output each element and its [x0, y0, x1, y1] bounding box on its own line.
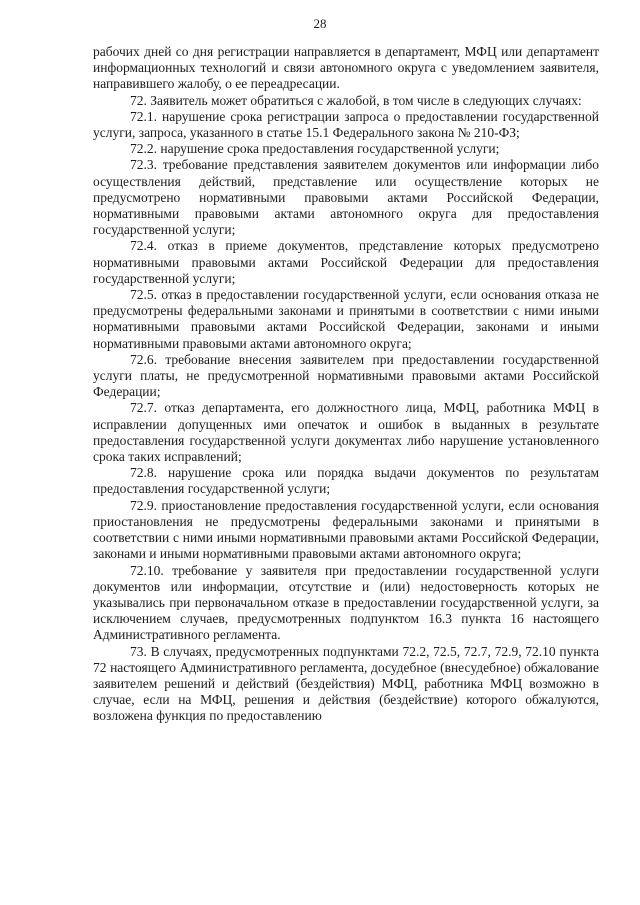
paragraph-72-7: 72.7. отказ департамента, его должностного лица, МФЦ, работника МФЦ в исправлении допущенных ими опечаток и ошибок в выданных в результате предоставления государственной услуги документах либо нарушение установленного срока таких исправлений; — [93, 400, 599, 465]
paragraph-72-8: 72.8. нарушение срока или порядка выдачи документов по результатам предоставления государственной услуги; — [93, 465, 599, 497]
paragraph-73: 73. В случаях, предусмотренных подпунктами 72.2, 72.5, 72.7, 72.9, 72.10 пункта 72 настоящего Административного регламента, досудебное (внесудебное) обжалование заявителем решений и действий (бездействия) МФЦ, работника МФЦ возможно в случае, если на МФЦ, решения и действия (бездействие) которого обжалуются, возложена функция по предоставлению — [93, 643, 599, 724]
page-number: 28 — [313, 16, 327, 31]
paragraph-continuation: рабочих дней со дня регистрации направляется в департамент, МФЦ или департамент информационных технологий и связи автономного округа с уведомлением заявителя, направившего жалобу, о ее переадресации. — [93, 44, 599, 92]
paragraph-72-10: 72.10. требование у заявителя при предоставлении государственной услуги документов или информации, отсутствие и (или) недостоверность которых не указывались при первоначальном отказе в предоставлении государственной услуги, за исключением случаев, предусмотренных подпунктом 16.3 пункта 16 настоящего Административного регламента. — [93, 562, 599, 643]
document-body — [93, 44, 599, 725]
paragraph-72-5: 72.5. отказ в предоставлении государственной услуги, если основания отказа не предусмотрены федеральными законами и принятыми в соответствии с ними иными нормативными правовыми актами Российской Федерации, законами и иными нормативными правовыми актами автономного округа; — [93, 287, 599, 351]
paragraph-72: 72. Заявитель может обратиться с жалобой, в том числе в следующих случаях: — [130, 92, 582, 108]
paragraph-72-3: 72.3. требование представления заявителем документов или информации либо осуществления действий, представление или осуществление которых не предусмотрено нормативными правовыми актами Российской Федерации, нормативными правовыми актами автономного округа для предоставления государственной услуги; — [93, 157, 599, 238]
paragraph-72-6: 72.6. требование внесения заявителем при предоставлении государственной услуги платы, не предусмотренной нормативными правовыми актами Российской Федерации; — [93, 351, 599, 400]
paragraph-72-9: 72.9. приостановление предоставления государственной услуги, если основания приостановления не предусмотрены федеральными законами и принятыми в соответствии с ними иными нормативными правовыми актами Российской Федерации, законами и иными нормативными правовыми актами автономного округа; — [93, 497, 599, 562]
paragraph-72-4: 72.4. отказ в приеме документов, представление которых предусмотрено нормативными правовыми актами Российской Федерации для предоставления государственной услуги; — [93, 238, 599, 286]
paragraph-72-2: 72.2. нарушение срока предоставления государственной услуги; — [130, 141, 500, 157]
paragraph-72-1: 72.1. нарушение срока регистрации запроса о предоставлении государственной услуги, запроса, указанного в статье 15.1 Федерального закона № 210-ФЗ; — [93, 108, 599, 141]
